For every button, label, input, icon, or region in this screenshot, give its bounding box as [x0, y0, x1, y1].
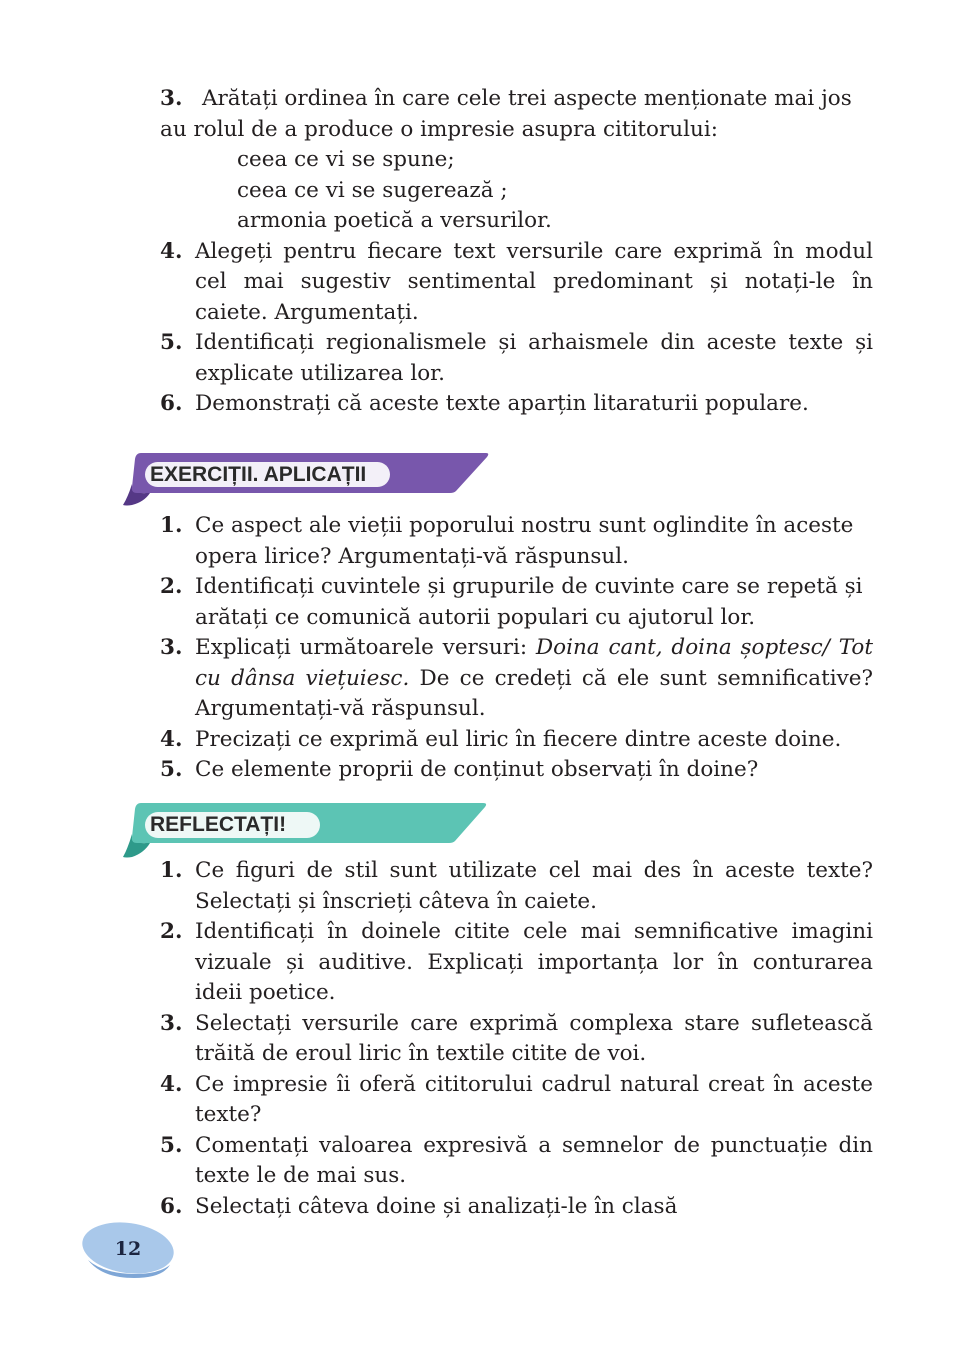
item-line: Argumentați-vă răspunsul.: [195, 696, 486, 721]
item-line: vizuale și auditive. Explicați importanța lor în conturarea: [195, 949, 873, 975]
list-item: [160, 84, 873, 237]
item-number: 3.: [160, 86, 183, 111]
item-line: Comentați valoarea expresivă a semnelor de punctuație din: [195, 1132, 873, 1158]
item-text: [195, 237, 873, 329]
item-text: [195, 1131, 873, 1192]
item-number: 2.: [160, 919, 183, 944]
item-number: 4.: [160, 238, 183, 264]
item-line: cel mai sugestiv sentimental predominant și notați-le în: [195, 269, 873, 294]
item-number: 1.: [160, 858, 183, 883]
item-line: trăită de eroul liric în textile citite de voi.: [195, 1041, 647, 1066]
quoted-verse: cu dânsa viețuiesc.: [195, 665, 410, 691]
item-text: [195, 328, 873, 389]
item-number: 3.: [160, 1010, 183, 1036]
item-line: Identificați în doinele citite cele mai semnificative imagini: [195, 919, 873, 944]
item-line: Selectați câteva doine și analizați-le în clasă: [195, 1193, 678, 1219]
item-line: texte?: [195, 1102, 262, 1127]
item-number: 4.: [160, 1071, 183, 1097]
section-banner-reflectati: [120, 800, 492, 860]
list-item: [160, 511, 873, 572]
item-text: [195, 389, 873, 420]
item-number: 5.: [160, 1132, 183, 1158]
item-line: Precizați ce exprimă eul liric în fiecere dintre aceste doine.: [195, 726, 842, 752]
item-line: Ce aspect ale vieții poporului nostru sunt oglindite în aceste: [195, 513, 854, 538]
item-text: Explicați următoarele versuri:: [195, 635, 528, 660]
list-item: [160, 633, 873, 725]
list-item: [160, 237, 873, 329]
item-number: 5.: [160, 330, 183, 355]
item-line: Ce elemente proprii de conținut observați în doine?: [195, 757, 759, 782]
item-line: texte le de mai sus.: [195, 1163, 407, 1188]
item-line: [195, 633, 873, 664]
item-text: [195, 1070, 873, 1131]
item-line: Demonstrați că aceste texte aparțin litaraturii populare.: [195, 391, 809, 416]
item-text: [195, 1009, 873, 1070]
list-item: [160, 725, 873, 756]
page-number: 12: [114, 1238, 142, 1260]
item-line: Ce impresie îi oferă cititorului cadrul natural creat în aceste: [195, 1071, 873, 1097]
item-line: Selectați și înscrieți câteva în caiete.: [195, 888, 597, 914]
list-item: [160, 917, 873, 1009]
item-number: 6.: [160, 391, 183, 416]
aspect-line: ceea ce vi se spune;: [237, 147, 455, 172]
item-line: explicate utilizarea lor.: [195, 360, 445, 386]
item-text: [195, 511, 873, 572]
item-number: 6.: [160, 1193, 183, 1219]
item-number: 4.: [160, 726, 183, 752]
item-line: opera lirice? Argumentați-vă răspunsul.: [195, 543, 629, 569]
item-number: 3.: [160, 635, 183, 660]
section-banner-exercitii: [120, 450, 492, 510]
reflection-list: [160, 856, 873, 1222]
item-line: Identificați regionalismele și arhaismele din aceste texte și: [195, 330, 873, 355]
item-text: [195, 725, 873, 756]
item-text: [195, 856, 873, 917]
item-line: [160, 84, 873, 115]
list-item: [160, 755, 873, 786]
quoted-verse: Doina cant, doina șoptesc/ Tot: [535, 635, 873, 660]
item-line: Selectați versurile care exprimă complexa stare sufletească: [195, 1010, 873, 1036]
item-number: 2.: [160, 574, 183, 599]
exercise-list: [160, 511, 873, 786]
page-number-badge: [78, 1218, 178, 1280]
item-line: Identificați cuvintele și grupurile de cuvinte care se repetă și: [195, 574, 863, 599]
intro-question-list: [160, 84, 873, 420]
list-item: [160, 572, 873, 633]
banner-title: REFLECTAȚI!: [150, 813, 287, 836]
list-item: [160, 389, 873, 420]
item-text: Arătați ordinea în care cele trei aspecte menționate mai jos: [202, 86, 852, 111]
item-text: [195, 1192, 873, 1223]
list-item: [160, 856, 873, 917]
list-item: [160, 1070, 873, 1131]
list-item: [160, 1131, 873, 1192]
item-number: 1.: [160, 513, 183, 538]
aspect-line: ceea ce vi se sugerează ;: [237, 177, 508, 203]
item-line: au rolul de a produce o impresie asupra cititorului:: [160, 116, 718, 142]
item-line: arătați ce comunică autorii populari cu ajutorul lor.: [195, 604, 756, 630]
item-text: [195, 755, 873, 786]
item-text: [195, 633, 873, 725]
item-line: Alegeți pentru fiecare text versurile care exprimă în modul: [195, 238, 873, 264]
item-line: [195, 664, 873, 695]
item-line: caiete. Argumentați.: [195, 299, 419, 325]
item-line: Ce figuri de stil sunt utilizate cel mai des în aceste texte?: [195, 858, 873, 883]
list-item: [160, 1192, 873, 1223]
aspect-line: armonia poetică a versurilor.: [237, 208, 552, 233]
item-text: [195, 572, 873, 633]
item-line: ideii poetice.: [195, 980, 336, 1005]
item-number: 5.: [160, 757, 183, 782]
list-item: [160, 1009, 873, 1070]
list-item: [160, 328, 873, 389]
item-text: [195, 917, 873, 1009]
item-text: De ce credeți că ele sunt semnificative?: [419, 665, 873, 691]
banner-title: EXERCIȚII. APLICAȚII: [150, 463, 367, 486]
